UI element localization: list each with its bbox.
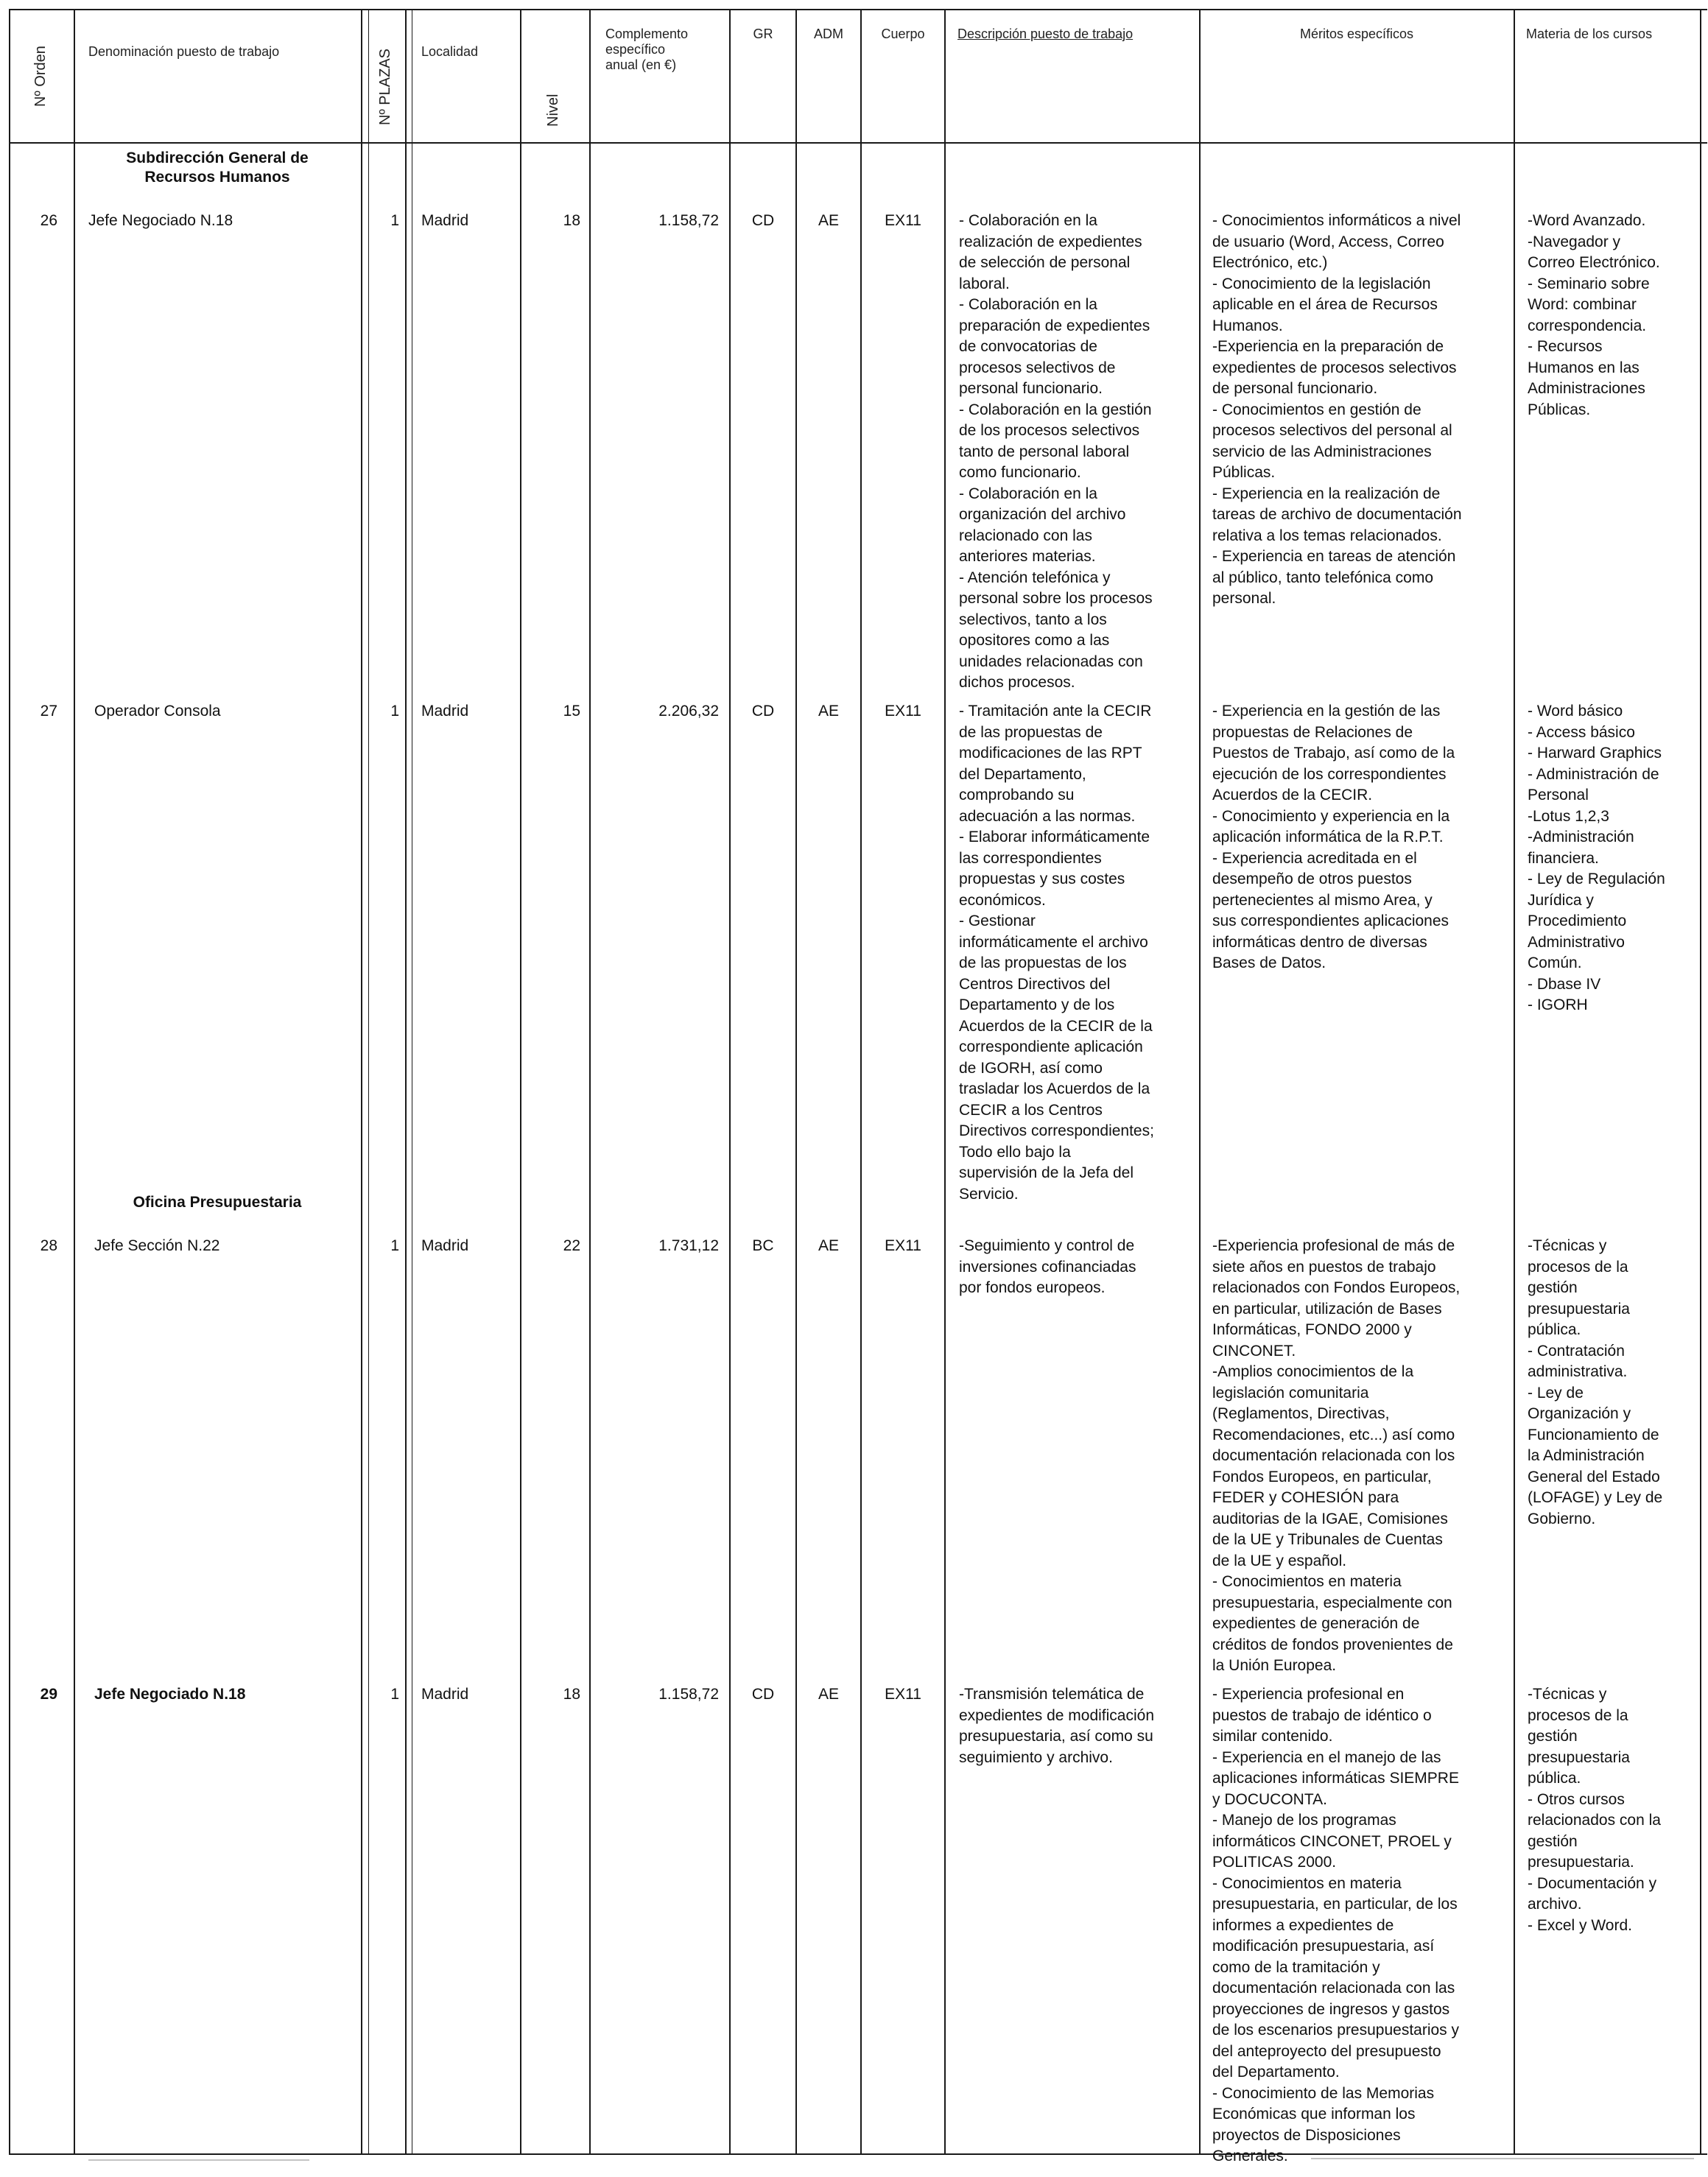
row-28-orden: 28 (40, 1237, 57, 1254)
col-border (1199, 9, 1201, 2153)
header-bottom-border (9, 142, 1707, 144)
row-29-complemento: 1.158,72 (658, 1686, 719, 1703)
row-29-descripcion: -Transmisión telemática de expedientes de modificación presupuestaria, así como su seguimiento y archivo. (959, 1686, 1155, 1766)
row-27-cuerpo: EX11 (885, 703, 921, 720)
row-29-gr: CD (751, 1686, 775, 1703)
row-29-adm: AE (818, 1686, 839, 1703)
row-29-cuerpo: EX11 (885, 1686, 921, 1703)
col-border (361, 9, 362, 2153)
col-border (368, 9, 369, 2153)
row-28-localidad: Madrid (421, 1237, 469, 1254)
table-top-border (9, 9, 1707, 10)
row-27-nivel: 15 (563, 703, 580, 720)
row-26-denominacion: Jefe Negociado N.18 (88, 212, 233, 229)
header-gr: GR (753, 27, 773, 41)
row-27-plazas: 1 (390, 703, 399, 720)
header-localidad: Localidad (421, 44, 479, 59)
header-denominacion: Denominación puesto de trabajo (88, 44, 280, 59)
scan-artifact (88, 2159, 309, 2161)
row-28-nivel: 22 (563, 1237, 580, 1254)
row-26-localidad: Madrid (421, 212, 469, 229)
scan-artifact (1311, 2158, 1694, 2159)
col-border (1514, 9, 1515, 2153)
row-27-adm: AE (818, 703, 839, 720)
header-cuerpo: Cuerpo (881, 27, 925, 41)
row-26-plazas: 1 (390, 212, 399, 229)
row-27-complemento: 2.206,32 (658, 703, 719, 720)
row-29-orden: 29 (40, 1686, 57, 1703)
col-border (860, 9, 862, 2153)
row-29-denominacion: Jefe Negociado N.18 (94, 1686, 246, 1703)
section-heading-rrhh: Subdirección General de Recursos Humanos (126, 150, 309, 186)
col-border (944, 9, 946, 2153)
header-orden: Nº Orden (32, 46, 49, 107)
row-28-descripcion: -Seguimiento y control de inversiones cofinanciadas por fondos europeos. (959, 1237, 1136, 1296)
col-border (405, 9, 407, 2153)
header-materia: Materia de los cursos (1526, 27, 1653, 41)
row-29-localidad: Madrid (421, 1686, 469, 1703)
col-border (1700, 9, 1701, 2153)
row-26-descripcion: - Colaboración en la realización de expedientes de selección de personal laboral. - Colaboración en la preparación de expedientes de convocatorias de procesos selectivos de personal funcionario. - Colaboración en la gestión de los procesos selectivos tanto de personal laboral como funcionario. - Colaboración en la organización del archivo relacionado con las anteriores materias. - Atención telefónica y personal sobre los procesos selectivos, tanto a los opositores como a las unidades relacionadas con dichos procesos. (959, 212, 1153, 691)
header-complemento: Complemento específico anual (en €) (605, 27, 689, 72)
row-26-adm: AE (818, 212, 839, 229)
row-27-gr: CD (751, 703, 775, 720)
row-27-descripcion: - Tramitación ante la CECIR de las propuestas de modificaciones de las RPT del Departamento, comprobando su adecuación a las normas. - Elaborar informáticamente las correspondientes propuestas y sus costes económicos. - Gestionar informáticamente el archivo de las propuestas de los Centros Directivos del Departamento y de los Acuerdos de la CECIR de la correspondiente aplicación de IGORH, así como trasladar los Acuerdos de la CECIR a los Centros Directivos correspondientes; Todo ello bajo la supervisión de la Jefa del Servicio. (959, 703, 1154, 1203)
col-border (9, 9, 10, 2153)
row-27-localidad: Madrid (421, 703, 469, 720)
row-28-cuerpo: EX11 (885, 1237, 921, 1254)
row-29-nivel: 18 (563, 1686, 580, 1703)
header-nivel: Nivel (545, 94, 561, 127)
row-26-materia: -Word Avanzado. -Navegador y Correo Electrónico. - Seminario sobre Word: combinar correspondencia. - Recursos Humanos en las Administraciones Públicas. (1528, 212, 1660, 418)
col-border (74, 9, 75, 2153)
row-28-adm: AE (818, 1237, 839, 1254)
row-28-plazas: 1 (390, 1237, 399, 1254)
col-border (795, 9, 797, 2153)
row-27-materia: - Word básico - Access básico - Harward Graphics - Administración de Personal -Lotus 1,2,3 -Administración financiera. - Ley de Regulación Jurídica y Procedimiento Administrativo Común. - Dbase IV - IGORH (1528, 703, 1665, 1013)
row-28-denominacion: Jefe Sección N.22 (94, 1237, 220, 1254)
row-26-meritos: - Conocimientos informáticos a nivel de usuario (Word, Access, Correo Electrónico, etc.) - Conocimiento de la legislación aplicable en el área de Recursos Humanos. -Experiencia en la preparación de expedientes de procesos selectivos de personal funcionario. - Conocimientos en gestión de procesos selectivos del personal al servicio de las Administraciones Públicas. - Experiencia en la realización de tareas de archivo de documentación relativa a los temas relacionados. - Experiencia en tareas de atención al público, tanto telefónica como personal. (1212, 212, 1462, 607)
row-26-orden: 26 (40, 212, 57, 229)
header-meritos: Méritos específicos (1299, 27, 1414, 41)
col-border (520, 9, 521, 2153)
header-adm: ADM (814, 27, 843, 41)
row-26-cuerpo: EX11 (885, 212, 921, 229)
row-28-materia: -Técnicas y procesos de la gestión presupuestaria pública. - Contratación administrativa. - Ley de Organización y Funcionamiento de la Administración General del Estado (LOFAGE) y Ley de Gobierno. (1528, 1237, 1663, 1527)
row-29-meritos: - Experiencia profesional en puestos de trabajo de idéntico o similar contenido. - Experiencia en el manejo de las aplicaciones informáticas SIEMPRE y DOCUCONTA. - Manejo de los programas informáticos CINCONET, PROEL y POLITICAS 2000. - Conocimientos en materia presupuestaria, en particular, de los informes a expedientes de modificación presupuestaria, así como de la tramitación y documentación relacionada con las proyecciones de ingresos y gastos de los escenarios presupuestarios y del anteproyecto del presupuesto del Departamento. - Conocimiento de las Memorias Económicas que informan los proyectos de Disposiciones Generales. (1212, 1686, 1460, 2164)
col-border (589, 9, 591, 2153)
row-26-nivel: 18 (563, 212, 580, 229)
header-plazas: Nº PLAZAS (377, 48, 393, 125)
section-heading-presupuestaria: Oficina Presupuestaria (133, 1194, 302, 1211)
col-border (729, 9, 731, 2153)
row-28-gr: BC (752, 1237, 774, 1254)
row-27-orden: 27 (40, 703, 57, 720)
row-27-denominacion: Operador Consola (94, 703, 221, 720)
row-29-materia: -Técnicas y procesos de la gestión presupuestaria pública. - Otros cursos relacionados con la gestión presupuestaria. - Documentación y archivo. - Excel y Word. (1528, 1686, 1661, 1934)
row-29-plazas: 1 (390, 1686, 399, 1703)
row-27-meritos: - Experiencia en la gestión de las propuestas de Relaciones de Puestos de Trabajo, así como de la ejecución de los correspondientes Acuerdos de la CECIR. - Conocimiento y experiencia en la aplicación informática de la R.P.T. - Experiencia acreditada en el desempeño de otros puestos pertenecientes al mismo Area, y sus correspondientes aplicaciones informáticas dentro de diversas Bases de Datos. (1212, 703, 1455, 971)
row-28-complemento: 1.731,12 (658, 1237, 719, 1254)
row-28-meritos: -Experiencia profesional de más de siete años en puestos de trabajo relacionados con Fondos Europeos, en particular, utilización de Bases Informáticas, FONDO 2000 y CINCONET. -Amplios conocimientos de la legislación comunitaria (Reglamentos, Directivas, Recomendaciones, etc...) así como documentación relacionada con los Fondos Europeos, en particular, FEDER y COHESIÓN para auditorias de la IGAE, Comisiones de la UE y Tribunales de Cuentas de la UE y español. - Conocimientos en materia presupuestaria, especialmente con expedientes de generación de créditos de fondos provenientes de la Unión Europea. (1212, 1237, 1461, 1674)
header-descripcion: Descripción puesto de trabajo (957, 27, 1134, 41)
row-26-gr: CD (751, 212, 775, 229)
row-26-complemento: 1.158,72 (658, 212, 719, 229)
